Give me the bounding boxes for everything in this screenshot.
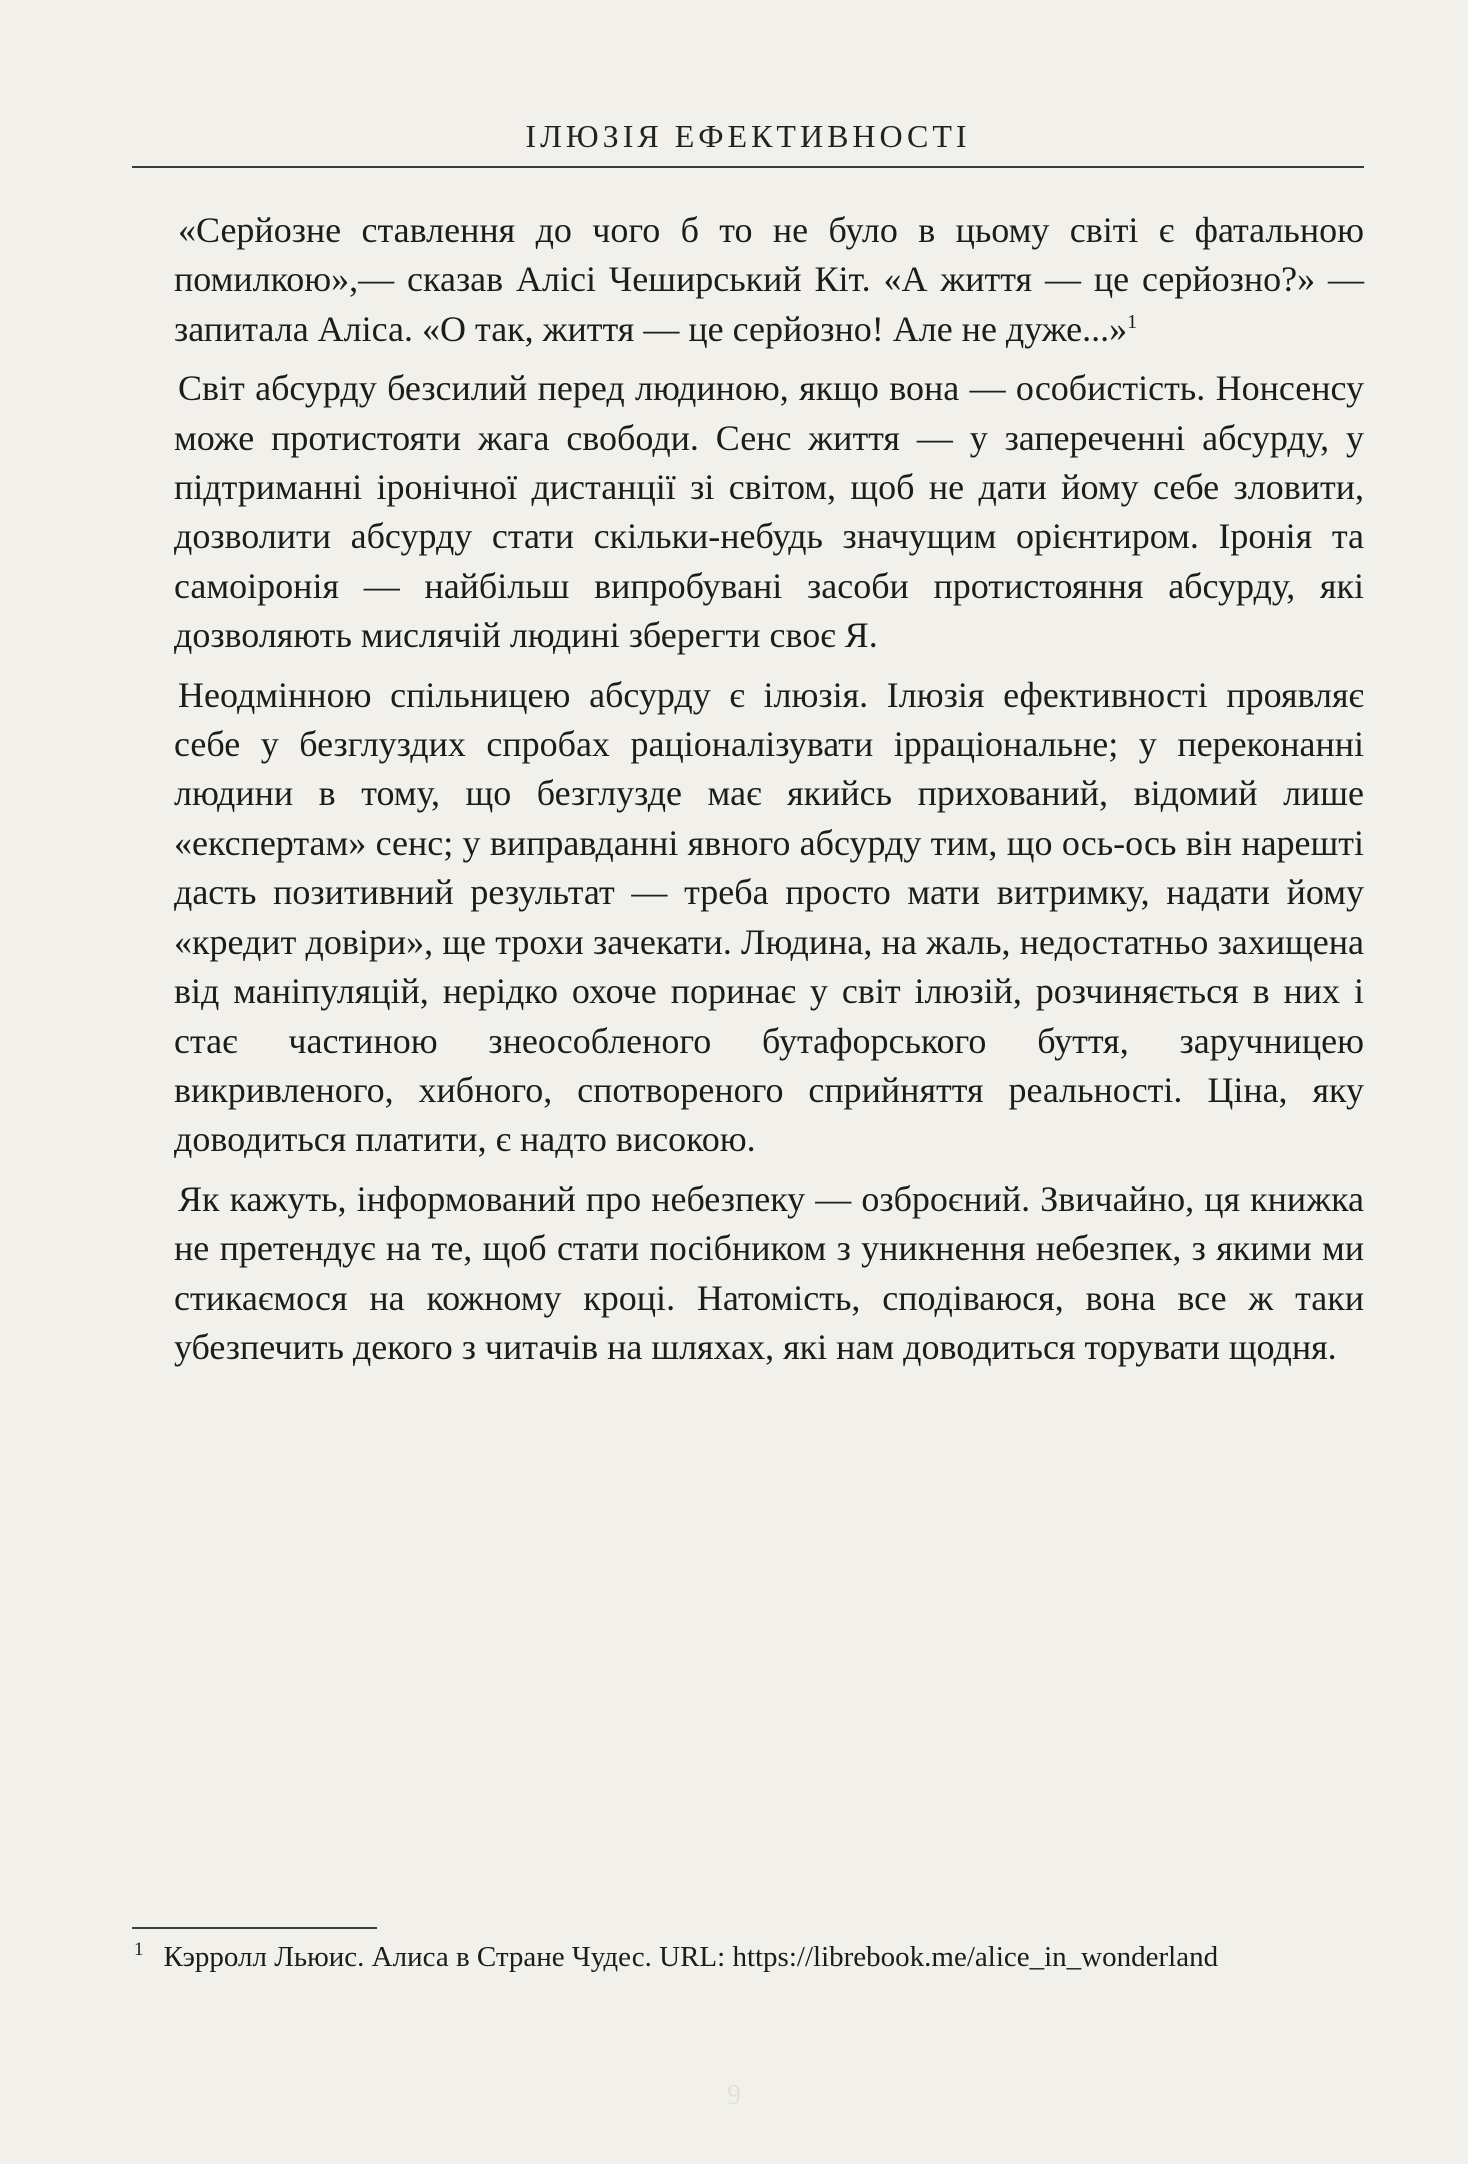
paragraph-2: Світ абсурду безсилий перед людиною, якщо вона — особистість. Нонсенсу може протистояти жага свободи. Сенс життя — у запереченні абсурду, у підтриманні іронічної дистанції зі світом, щоб не дати йому себе зловити, дозволити абсурду стати скільки-небудь значущим орієнтиром. Іронія та самоіронія — найбільш випробувані засоби протистояння абсурду, які дозволяють мислячій людині зберегти своє Я. (174, 368, 1364, 656)
header-rule (132, 166, 1364, 168)
footnote-rule (132, 1927, 377, 1929)
footnote-text: Кэрролл Льюис. Алиса в Стране Чудес. URL: https://librebook.me/alice_in_wonderland (163, 1941, 1219, 1973)
paragraph-1 (174, 206, 1364, 354)
footnote (134, 1938, 1374, 1976)
paragraph-4: Як кажуть, інформований про небезпеку — озброєний. Звичайно, ця книжка не претендує на те, щоб стати посібником з уникнення небезпек, з якими ми стикаємося на кожному кроці. Натомість, сподіваюся, вона все ж таки убезпечить декого з читачів на шляхах, які нам доводиться торувати щодня. (174, 1178, 1364, 1367)
footnote-reference[interactable]: 1 (1127, 310, 1138, 333)
running-head: ІЛЮЗІЯ ЕФЕКТИВНОСТІ (525, 118, 971, 154)
page-number: 9 (727, 2080, 741, 2111)
paragraph-3: Неодмінною спільницею абсурду є ілюзія. Ілюзія ефективності проявляє себе у безглуздих спробах раціоналізувати ірраціональне; у переконанні людини в тому, що безглузде має якийсь прихований, відомий лише «експертам» сенс; у виправданні явного абсурду тим, що ось-ось він нарешті дасть позитивний результат — треба просто мати витримку, надати йому «кредит довіри», ще трохи зачекати. Людина, на жаль, недостатньо захищена від маніпуляцій, нерідко охоче поринає у світ ілюзій, розчиняється в них і стає частиною знеособленого бутафорського буття, заручницею викривленого, хибного, спотвореного сприйняття реальності. Ціна, яку доводиться платити, є надто високою. (174, 674, 1364, 1160)
footnote-number: 1 (134, 1939, 144, 1961)
body-text (174, 206, 1364, 1382)
paragraph-1-text: «Серйозне ставлення до чого б то не було в цьому світі є фатальною помилкою»,— сказав Алісі Чеширський Кіт. «А життя — це серйозно?» — запитала Аліса. «О так, життя — це серйозно! Але не дуже...» (174, 210, 1364, 349)
